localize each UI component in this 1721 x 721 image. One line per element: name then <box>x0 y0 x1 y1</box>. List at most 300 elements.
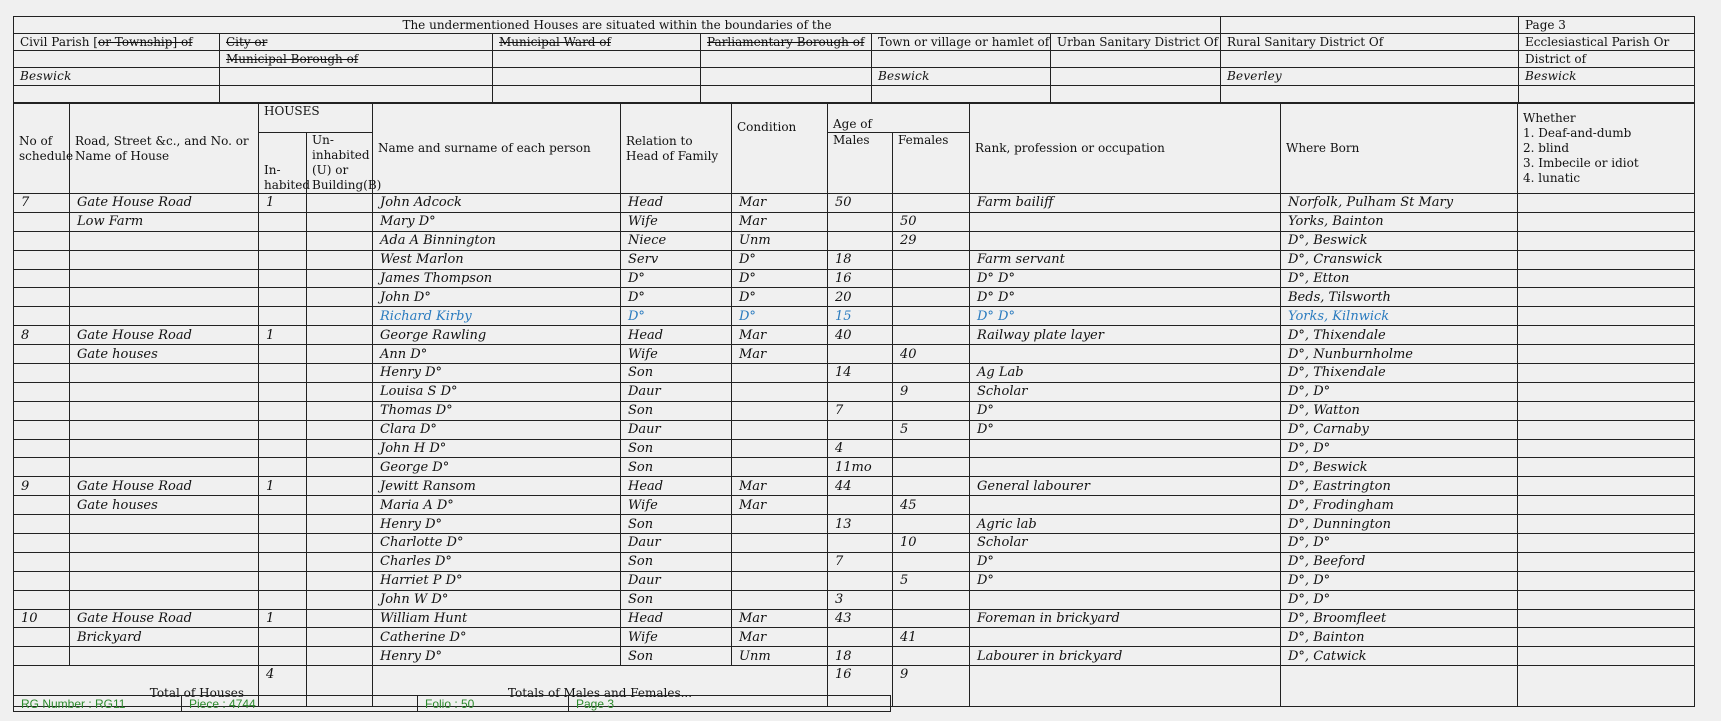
total-males: 16 <box>828 666 893 707</box>
whether-cell <box>1518 534 1695 553</box>
inhabited-cell <box>259 364 307 383</box>
born-cell: D°, Thixendale <box>1281 326 1518 345</box>
name-cell: Mary D° <box>373 212 621 231</box>
females-cell: 29 <box>893 231 970 250</box>
inhabited-cell <box>259 628 307 647</box>
relation-cell: Son <box>621 647 732 666</box>
whether-cell <box>1518 628 1695 647</box>
uninhabited-cell <box>307 628 373 647</box>
whether-cell <box>1518 382 1695 401</box>
males-cell <box>828 382 893 401</box>
uninhabited-cell <box>307 364 373 383</box>
inhabited-cell: 1 <box>259 194 307 213</box>
uninhabited-cell <box>307 439 373 458</box>
ecclesiastical-label: Ecclesiastical Parish Or <box>1519 34 1695 51</box>
relation-cell: Head <box>621 194 732 213</box>
males-cell: 44 <box>828 477 893 496</box>
town-value: Beswick <box>872 68 1051 86</box>
condition-cell <box>732 364 828 383</box>
census-rows <box>14 194 1695 666</box>
inhabited-cell <box>259 420 307 439</box>
occupation-cell: D° <box>970 401 1281 420</box>
col-males: Males <box>828 133 893 194</box>
name-cell: Richard Kirby <box>373 307 621 326</box>
males-cell: 15 <box>828 307 893 326</box>
relation-cell: Son <box>621 401 732 420</box>
uninhabited-cell <box>307 534 373 553</box>
males-cell <box>828 231 893 250</box>
whether-cell <box>1518 288 1695 307</box>
males-cell <box>828 571 893 590</box>
table-row <box>14 477 1695 496</box>
whether-cell <box>1518 364 1695 383</box>
inhabited-cell <box>259 401 307 420</box>
ecclesiastical-label-2: District of <box>1519 51 1695 68</box>
census-sheet <box>13 16 1695 707</box>
condition-cell <box>732 534 828 553</box>
females-cell <box>893 288 970 307</box>
relation-cell: Son <box>621 439 732 458</box>
born-cell: D°, Nunburnholme <box>1281 345 1518 364</box>
males-cell <box>828 534 893 553</box>
table-row <box>14 420 1695 439</box>
name-cell: Henry D° <box>373 515 621 534</box>
name-cell: John W D° <box>373 590 621 609</box>
condition-cell: Mar <box>732 194 828 213</box>
condition-cell <box>732 571 828 590</box>
relation-cell: Son <box>621 552 732 571</box>
inhabited-cell <box>259 496 307 515</box>
inhabited-cell <box>259 250 307 269</box>
uninhabited-cell <box>307 552 373 571</box>
whether-cell <box>1518 231 1695 250</box>
condition-cell: D° <box>732 288 828 307</box>
col-name: Name and surname of each person <box>373 104 621 194</box>
town-village-label: Town or village or hamlet of <box>872 34 1051 51</box>
condition-cell <box>732 382 828 401</box>
inhabited-cell <box>259 647 307 666</box>
rural-sanitary-value: Beverley <box>1221 68 1519 86</box>
relation-cell: Daur <box>621 420 732 439</box>
uninhabited-cell <box>307 401 373 420</box>
females-cell <box>893 269 970 288</box>
page-label: Page 3 <box>1519 17 1695 34</box>
name-cell: Clara D° <box>373 420 621 439</box>
males-cell: 16 <box>828 269 893 288</box>
relation-cell: Son <box>621 515 732 534</box>
relation-cell: Head <box>621 326 732 345</box>
relation-cell: Daur <box>621 571 732 590</box>
table-row <box>14 288 1695 307</box>
road-cell: Gate House Road <box>70 609 259 628</box>
inhabited-cell <box>259 307 307 326</box>
col-whether: Whether 1. Deaf-and-dumb 2. blind 3. Imbecile or idiot 4. lunatic <box>1518 104 1695 194</box>
males-cell: 13 <box>828 515 893 534</box>
females-cell: 10 <box>893 534 970 553</box>
males-cell: 4 <box>828 439 893 458</box>
whether-cell <box>1518 590 1695 609</box>
table-row <box>14 515 1695 534</box>
born-cell: D°, Dunnington <box>1281 515 1518 534</box>
occupation-cell: General labourer <box>970 477 1281 496</box>
condition-cell <box>732 420 828 439</box>
table-row <box>14 609 1695 628</box>
born-cell: D°, Bainton <box>1281 628 1518 647</box>
name-cell: Catherine D° <box>373 628 621 647</box>
table-row <box>14 194 1695 213</box>
females-cell <box>893 401 970 420</box>
females-cell: 50 <box>893 212 970 231</box>
schedule-cell <box>14 382 70 401</box>
born-cell: D°, Etton <box>1281 269 1518 288</box>
table-row <box>14 250 1695 269</box>
females-cell <box>893 552 970 571</box>
schedule-cell <box>14 231 70 250</box>
females-cell <box>893 647 970 666</box>
road-cell <box>70 364 259 383</box>
total-houses-label: Total of Houses <box>14 666 259 707</box>
occupation-cell: Foreman in brickyard <box>970 609 1281 628</box>
schedule-cell <box>14 364 70 383</box>
name-cell: John D° <box>373 288 621 307</box>
occupation-cell <box>970 345 1281 364</box>
schedule-cell <box>14 269 70 288</box>
rural-sanitary-label: Rural Sanitary District Of <box>1221 34 1519 51</box>
relation-cell: Daur <box>621 534 732 553</box>
table-row <box>14 628 1695 647</box>
schedule-cell: 7 <box>14 194 70 213</box>
table-row <box>14 496 1695 515</box>
name-cell: Henry D° <box>373 364 621 383</box>
occupation-cell <box>970 231 1281 250</box>
table-row <box>14 571 1695 590</box>
males-cell <box>828 420 893 439</box>
schedule-cell <box>14 552 70 571</box>
males-cell: 18 <box>828 250 893 269</box>
females-cell <box>893 250 970 269</box>
road-cell: Gate houses <box>70 345 259 364</box>
born-cell: D°, D° <box>1281 382 1518 401</box>
boundary-banner: The undermentioned Houses are situated within the boundaries of the <box>14 17 1221 34</box>
born-cell: D°, Thixendale <box>1281 364 1518 383</box>
road-cell <box>70 458 259 477</box>
males-cell: 18 <box>828 647 893 666</box>
born-cell: D°, Eastrington <box>1281 477 1518 496</box>
females-cell: 5 <box>893 571 970 590</box>
occupation-cell: Scholar <box>970 382 1281 401</box>
inhabited-cell: 1 <box>259 326 307 345</box>
condition-cell <box>732 439 828 458</box>
name-cell: George Rawling <box>373 326 621 345</box>
col-females: Females <box>893 133 970 194</box>
inhabited-cell: 1 <box>259 609 307 628</box>
uninhabited-cell <box>307 609 373 628</box>
occupation-cell: Scholar <box>970 534 1281 553</box>
relation-cell: Serv <box>621 250 732 269</box>
occupation-cell: D° D° <box>970 288 1281 307</box>
uninhabited-cell <box>307 326 373 345</box>
col-uninhabited: Un-inhabited (U) or Building(B) <box>307 133 373 194</box>
piece-number: Piece : 4744 <box>182 696 418 712</box>
females-cell <box>893 477 970 496</box>
relation-cell: Son <box>621 458 732 477</box>
males-cell: 40 <box>828 326 893 345</box>
road-cell: Brickyard <box>70 628 259 647</box>
name-cell: Maria A D° <box>373 496 621 515</box>
relation-cell: Son <box>621 364 732 383</box>
municipal-ward-label: Municipal Ward of <box>493 34 701 51</box>
uninhabited-cell <box>307 345 373 364</box>
col-relation: Relation to Head of Family <box>621 104 732 194</box>
col-houses: HOUSES <box>259 104 373 133</box>
condition-cell <box>732 552 828 571</box>
schedule-cell <box>14 515 70 534</box>
females-cell <box>893 590 970 609</box>
inhabited-cell <box>259 571 307 590</box>
road-cell: Low Farm <box>70 212 259 231</box>
folio-number: Folio : 50 <box>418 696 569 712</box>
uninhabited-cell <box>307 590 373 609</box>
relation-cell: Wife <box>621 345 732 364</box>
table-row <box>14 552 1695 571</box>
col-born: Where Born <box>1281 104 1518 194</box>
occupation-cell <box>970 628 1281 647</box>
whether-cell <box>1518 401 1695 420</box>
schedule-cell: 10 <box>14 609 70 628</box>
uninhabited-cell <box>307 571 373 590</box>
road-cell <box>70 420 259 439</box>
condition-cell: Unm <box>732 231 828 250</box>
condition-cell <box>732 590 828 609</box>
road-cell <box>70 534 259 553</box>
table-row <box>14 364 1695 383</box>
whether-cell <box>1518 477 1695 496</box>
condition-cell: Mar <box>732 609 828 628</box>
inhabited-cell <box>259 382 307 401</box>
born-cell: Beds, Tilsworth <box>1281 288 1518 307</box>
females-cell <box>893 194 970 213</box>
road-cell <box>70 307 259 326</box>
schedule-cell <box>14 647 70 666</box>
relation-cell: D° <box>621 269 732 288</box>
inhabited-cell <box>259 288 307 307</box>
condition-cell: D° <box>732 269 828 288</box>
uninhabited-cell <box>307 231 373 250</box>
road-cell <box>70 515 259 534</box>
occupation-cell <box>970 458 1281 477</box>
born-cell: D°, D° <box>1281 439 1518 458</box>
born-cell: D°, Cranswick <box>1281 250 1518 269</box>
road-cell: Gate House Road <box>70 194 259 213</box>
occupation-cell: D° <box>970 420 1281 439</box>
col-inhabited: In-habited <box>259 133 307 194</box>
born-cell: D°, D° <box>1281 534 1518 553</box>
schedule-cell <box>14 439 70 458</box>
whether-cell <box>1518 250 1695 269</box>
road-cell <box>70 571 259 590</box>
whether-cell <box>1518 552 1695 571</box>
totals-mf-label: Totals of Males and Females... <box>373 666 828 707</box>
uninhabited-cell <box>307 420 373 439</box>
urban-sanitary-label: Urban Sanitary District Of <box>1051 34 1221 51</box>
name-cell: Louisa S D° <box>373 382 621 401</box>
females-cell: 9 <box>893 382 970 401</box>
females-cell <box>893 439 970 458</box>
females-cell: 45 <box>893 496 970 515</box>
name-cell: Jewitt Ransom <box>373 477 621 496</box>
schedule-cell <box>14 401 70 420</box>
schedule-cell <box>14 458 70 477</box>
occupation-cell: D° D° <box>970 269 1281 288</box>
inhabited-cell <box>259 534 307 553</box>
schedule-cell: 8 <box>14 326 70 345</box>
males-cell: 20 <box>828 288 893 307</box>
condition-cell: Mar <box>732 345 828 364</box>
females-cell: 5 <box>893 420 970 439</box>
born-cell: Norfolk, Pulham St Mary <box>1281 194 1518 213</box>
name-cell: West Marlon <box>373 250 621 269</box>
males-cell <box>828 212 893 231</box>
col-occupation: Rank, profession or occupation <box>970 104 1281 194</box>
whether-cell <box>1518 345 1695 364</box>
inhabited-cell <box>259 515 307 534</box>
uninhabited-cell <box>307 382 373 401</box>
condition-cell: Mar <box>732 212 828 231</box>
whether-cell <box>1518 496 1695 515</box>
condition-cell: Mar <box>732 496 828 515</box>
total-females: 9 <box>893 666 970 707</box>
whether-cell <box>1518 307 1695 326</box>
born-cell: D°, Beswick <box>1281 458 1518 477</box>
occupation-cell <box>970 590 1281 609</box>
name-cell: Charles D° <box>373 552 621 571</box>
schedule-cell <box>14 534 70 553</box>
name-cell: Thomas D° <box>373 401 621 420</box>
condition-cell: D° <box>732 250 828 269</box>
name-cell: Ada A Binnington <box>373 231 621 250</box>
occupation-cell: Ag Lab <box>970 364 1281 383</box>
whether-cell <box>1518 571 1695 590</box>
parliamentary-borough-label: Parliamentary Borough of <box>701 34 872 51</box>
inhabited-cell <box>259 552 307 571</box>
condition-cell <box>732 515 828 534</box>
males-cell: 7 <box>828 552 893 571</box>
municipal-borough-label: Municipal Borough of <box>220 51 493 68</box>
uninhabited-cell <box>307 250 373 269</box>
road-cell <box>70 552 259 571</box>
males-cell: 50 <box>828 194 893 213</box>
road-cell <box>70 590 259 609</box>
relation-cell: Niece <box>621 231 732 250</box>
condition-cell <box>732 401 828 420</box>
relation-cell: Head <box>621 477 732 496</box>
males-cell <box>828 628 893 647</box>
inhabited-cell <box>259 345 307 364</box>
condition-cell: D° <box>732 307 828 326</box>
females-cell: 41 <box>893 628 970 647</box>
males-cell: 3 <box>828 590 893 609</box>
table-row <box>14 401 1695 420</box>
col-age-of: Age of <box>828 104 970 133</box>
name-cell: Henry D° <box>373 647 621 666</box>
schedule-cell <box>14 307 70 326</box>
table-row <box>14 647 1695 666</box>
females-cell <box>893 364 970 383</box>
table-row <box>14 326 1695 345</box>
whether-cell <box>1518 458 1695 477</box>
males-cell <box>828 345 893 364</box>
whether-cell <box>1518 269 1695 288</box>
table-row <box>14 458 1695 477</box>
name-cell: James Thompson <box>373 269 621 288</box>
females-cell <box>893 326 970 345</box>
uninhabited-cell <box>307 288 373 307</box>
table-row <box>14 534 1695 553</box>
whether-cell <box>1518 439 1695 458</box>
civil-parish-label: Civil Parish [or Township] of <box>14 34 220 51</box>
page-number: Page 3 <box>569 696 891 712</box>
occupation-cell: Agric lab <box>970 515 1281 534</box>
occupation-cell: Railway plate layer <box>970 326 1281 345</box>
males-cell: 11mo <box>828 458 893 477</box>
rg-number: RG Number : RG11 <box>14 696 182 712</box>
uninhabited-cell <box>307 496 373 515</box>
name-cell: Harriet P D° <box>373 571 621 590</box>
total-houses-value: 4 <box>259 666 307 707</box>
condition-cell <box>732 458 828 477</box>
occupation-cell <box>970 496 1281 515</box>
table-row <box>14 439 1695 458</box>
females-cell <box>893 458 970 477</box>
schedule-cell <box>14 496 70 515</box>
civil-parish-value: Beswick <box>14 68 220 86</box>
road-cell <box>70 382 259 401</box>
males-cell <box>828 496 893 515</box>
whether-cell <box>1518 212 1695 231</box>
road-cell: Gate houses <box>70 496 259 515</box>
name-cell: Ann D° <box>373 345 621 364</box>
inhabited-cell <box>259 458 307 477</box>
condition-cell: Mar <box>732 326 828 345</box>
road-cell <box>70 269 259 288</box>
boundary-header <box>13 16 1695 103</box>
reference-footer <box>13 695 891 712</box>
relation-cell: Wife <box>621 496 732 515</box>
table-row <box>14 382 1695 401</box>
born-cell: D°, D° <box>1281 590 1518 609</box>
blank-cell <box>1221 17 1519 34</box>
occupation-cell: D° D° <box>970 307 1281 326</box>
females-cell <box>893 515 970 534</box>
males-cell: 43 <box>828 609 893 628</box>
ecclesiastical-value: Beswick <box>1519 68 1695 86</box>
table-row <box>14 231 1695 250</box>
occupation-cell <box>970 439 1281 458</box>
born-cell: D°, Frodingham <box>1281 496 1518 515</box>
born-cell: D°, Catwick <box>1281 647 1518 666</box>
uninhabited-cell <box>307 307 373 326</box>
relation-cell: D° <box>621 307 732 326</box>
schedule-cell <box>14 628 70 647</box>
whether-cell <box>1518 326 1695 345</box>
whether-cell <box>1518 420 1695 439</box>
table-row <box>14 212 1695 231</box>
schedule-cell <box>14 420 70 439</box>
occupation-cell: Labourer in brickyard <box>970 647 1281 666</box>
road-cell <box>70 439 259 458</box>
occupation-cell: Farm servant <box>970 250 1281 269</box>
name-cell: William Hunt <box>373 609 621 628</box>
